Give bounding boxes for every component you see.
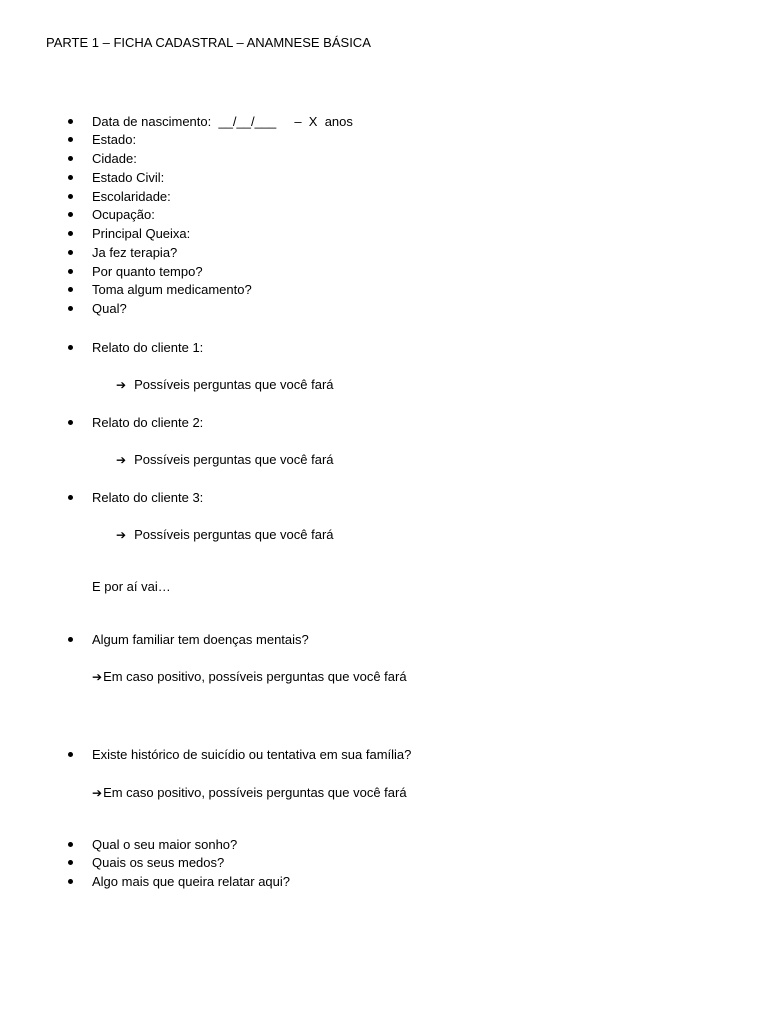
bullet-icon <box>68 212 73 217</box>
list-item-dream: Qual o seu maior sonho? <box>92 837 238 852</box>
bullet-icon <box>68 495 73 500</box>
arrow-right-icon: ➔ <box>116 453 127 467</box>
family-followup <box>92 669 407 685</box>
list-item-fears: Quais os seus medos? <box>92 855 225 870</box>
bullet-icon <box>68 860 73 865</box>
bullet-icon <box>68 306 73 311</box>
list-item-main-complaint: Principal Queixa: <box>92 226 191 241</box>
etc-text: E por aí vai… <box>92 579 171 594</box>
list-item-which: Qual? <box>92 301 127 316</box>
list-item-birthdate: Data de nascimento: __/__/___ – X anos <box>92 114 353 129</box>
bullet-icon <box>68 175 73 180</box>
list-item-education: Escolaridade: <box>92 189 171 204</box>
suicide-question: Existe histórico de suicídio ou tentativa em sua família? <box>92 747 412 762</box>
client-report-label: Relato do cliente 1: <box>92 340 204 355</box>
bullet-icon <box>68 119 73 124</box>
bullet-icon <box>68 156 73 161</box>
suicide-followup <box>92 785 407 801</box>
client-report-label: Relato do cliente 2: <box>92 415 204 430</box>
followup-text: Possíveis perguntas que você fará <box>134 377 334 392</box>
client-report-label: Relato do cliente 3: <box>92 490 204 505</box>
bullet-icon <box>68 842 73 847</box>
bullet-icon <box>68 231 73 236</box>
client-report-followup <box>116 452 334 468</box>
list-item-therapy: Ja fez terapia? <box>92 245 178 260</box>
followup-text: Em caso positivo, possíveis perguntas que você fará <box>103 785 407 800</box>
list-item-occupation: Ocupação: <box>92 207 155 222</box>
list-item-medication: Toma algum medicamento? <box>92 282 252 297</box>
arrow-right-icon: ➔ <box>116 528 127 542</box>
arrow-right-icon: ➔ <box>92 786 103 800</box>
list-item-city: Cidade: <box>92 151 137 166</box>
bullet-icon <box>68 137 73 142</box>
bullet-icon <box>68 194 73 199</box>
bullet-icon <box>68 250 73 255</box>
list-item-civil-status: Estado Civil: <box>92 170 165 185</box>
arrow-right-icon: ➔ <box>116 378 127 392</box>
arrow-right-icon: ➔ <box>92 670 103 684</box>
followup-text: Possíveis perguntas que você fará <box>134 527 334 542</box>
client-report-followup <box>116 527 334 543</box>
list-item-how-long: Por quanto tempo? <box>92 264 203 279</box>
list-item-state: Estado: <box>92 132 137 147</box>
bullet-icon <box>68 420 73 425</box>
list-item-anything-else: Algo mais que queira relatar aqui? <box>92 874 291 889</box>
bullet-icon <box>68 637 73 642</box>
bullet-icon <box>68 879 73 884</box>
bullet-icon <box>68 287 73 292</box>
document-title: PARTE 1 – FICHA CADASTRAL – ANAMNESE BÁSICA <box>46 35 371 50</box>
bullet-icon <box>68 269 73 274</box>
followup-text: Em caso positivo, possíveis perguntas que você fará <box>103 669 407 684</box>
family-question: Algum familiar tem doenças mentais? <box>92 632 309 647</box>
bullet-icon <box>68 752 73 757</box>
followup-text: Possíveis perguntas que você fará <box>134 452 334 467</box>
bullet-icon <box>68 345 73 350</box>
client-report-followup <box>116 377 334 393</box>
